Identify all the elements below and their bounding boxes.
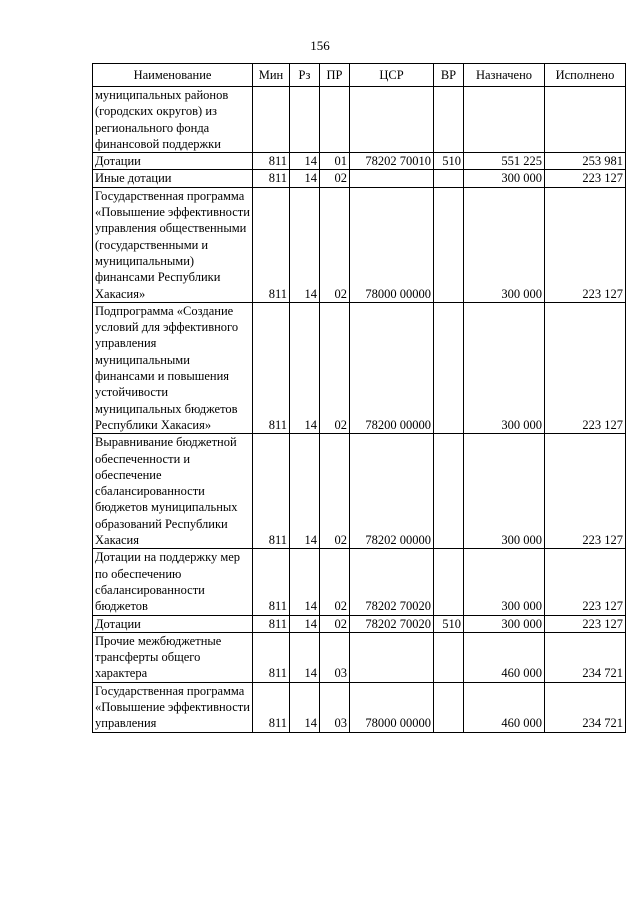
header-csr: ЦСР [350,64,434,87]
table-row [93,170,626,187]
cell-pr: 02 [320,187,350,302]
cell-name: муниципальных районов (городских округов) из регионального фонда финансовой поддержки [93,87,253,153]
cell-executed: 223 127 [545,170,626,187]
cell-vr [434,187,464,302]
cell-executed: 223 127 [545,187,626,302]
cell-executed [545,87,626,153]
cell-planned: 300 000 [464,549,545,615]
cell-name: Дотации на поддержку мер по обеспечению сбалансированности бюджетов [93,549,253,615]
cell-planned: 551 225 [464,153,545,170]
cell-min: 811 [253,632,290,682]
header-min: Мин [253,64,290,87]
cell-planned: 460 000 [464,632,545,682]
cell-csr [350,170,434,187]
cell-csr [350,87,434,153]
table-row [93,615,626,632]
cell-pr: 02 [320,434,350,549]
cell-planned: 300 000 [464,170,545,187]
cell-rz: 14 [290,153,320,170]
cell-planned: 300 000 [464,187,545,302]
cell-executed: 223 127 [545,434,626,549]
cell-pr [320,87,350,153]
cell-vr: 510 [434,153,464,170]
cell-csr: 78202 70010 [350,153,434,170]
cell-rz: 14 [290,187,320,302]
table-row [93,632,626,682]
cell-csr: 78000 00000 [350,187,434,302]
cell-executed: 223 127 [545,302,626,433]
cell-vr [434,434,464,549]
cell-csr: 78000 00000 [350,682,434,732]
header-executed: Исполнено [545,64,626,87]
cell-name: Выравнивание бюджетной обеспеченности и обеспечение сбалансированности бюджетов муниципальных образований Республики Хакасия [93,434,253,549]
cell-min: 811 [253,615,290,632]
cell-pr: 01 [320,153,350,170]
cell-executed: 223 127 [545,549,626,615]
cell-name: Прочие межбюджетные трансферты общего характера [93,632,253,682]
cell-csr: 78202 70020 [350,549,434,615]
cell-name: Государственная программа «Повышение эффективности управления общественными (государственными и муниципальными) финансами Республики Хакасия» [93,187,253,302]
table-row [93,187,626,302]
cell-planned [464,87,545,153]
cell-executed: 234 721 [545,682,626,732]
cell-min: 811 [253,153,290,170]
cell-rz: 14 [290,615,320,632]
cell-rz: 14 [290,170,320,187]
cell-vr [434,682,464,732]
cell-rz: 14 [290,682,320,732]
cell-rz: 14 [290,434,320,549]
table-row [93,87,626,153]
cell-rz: 14 [290,302,320,433]
cell-pr: 03 [320,682,350,732]
cell-name: Дотации [93,615,253,632]
cell-pr: 02 [320,170,350,187]
cell-executed: 253 981 [545,153,626,170]
header-vr: ВР [434,64,464,87]
cell-min: 811 [253,187,290,302]
cell-vr [434,632,464,682]
cell-min: 811 [253,549,290,615]
cell-csr [350,632,434,682]
cell-min: 811 [253,434,290,549]
cell-vr [434,302,464,433]
cell-planned: 300 000 [464,302,545,433]
table-row [93,549,626,615]
cell-name: Государственная программа «Повышение эффективности управления [93,682,253,732]
cell-pr: 02 [320,549,350,615]
cell-executed: 223 127 [545,615,626,632]
cell-pr: 02 [320,302,350,433]
cell-rz: 14 [290,632,320,682]
cell-min: 811 [253,682,290,732]
header-row [93,64,626,87]
cell-name: Подпрограмма «Создание условий для эффективного управления муниципальными финансами и повышения устойчивости муниципальных бюджетов Республики Хакасия» [93,302,253,433]
cell-csr: 78200 00000 [350,302,434,433]
cell-csr: 78202 70020 [350,615,434,632]
cell-vr [434,170,464,187]
cell-vr [434,549,464,615]
budget-table [92,63,626,733]
cell-vr: 510 [434,615,464,632]
header-planned: Назначено [464,64,545,87]
cell-min: 811 [253,302,290,433]
cell-planned: 460 000 [464,682,545,732]
table-row [93,302,626,433]
cell-executed: 234 721 [545,632,626,682]
cell-vr [434,87,464,153]
table-row [93,434,626,549]
cell-pr: 02 [320,615,350,632]
cell-rz [290,87,320,153]
cell-rz: 14 [290,549,320,615]
page-number: 156 [310,38,330,53]
header-pr: ПР [320,64,350,87]
cell-planned: 300 000 [464,615,545,632]
table-row [93,153,626,170]
cell-name: Иные дотации [93,170,253,187]
cell-min [253,87,290,153]
cell-min: 811 [253,170,290,187]
cell-csr: 78202 00000 [350,434,434,549]
header-rz: Рз [290,64,320,87]
cell-pr: 03 [320,632,350,682]
table-row [93,682,626,732]
cell-name: Дотации [93,153,253,170]
cell-planned: 300 000 [464,434,545,549]
header-name: Наименование [93,64,253,87]
